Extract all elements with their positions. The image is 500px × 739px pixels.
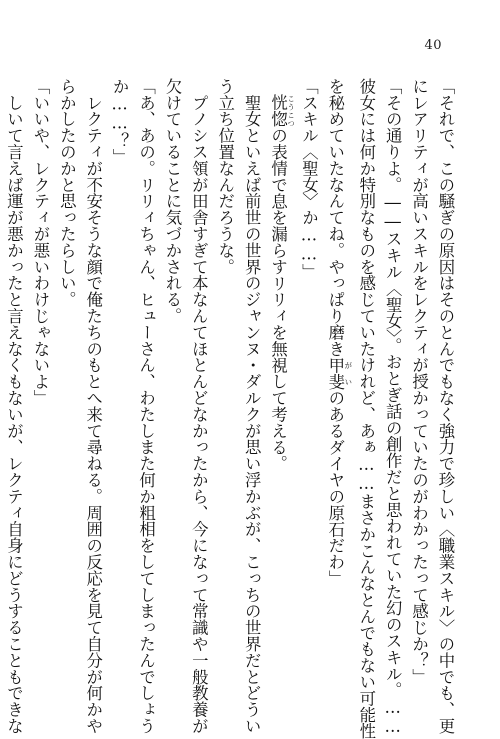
text-line: か……？」: [110, 78, 130, 166]
text-line: らかしたのかと思ったらしい。: [57, 78, 77, 308]
text-line: 「その通りよ。――スキル〈聖女〉。おとぎ話の創作だと思われていた幻のスキル。……: [383, 78, 403, 737]
ruby-annotation: 恍惚 こうこつ: [268, 94, 296, 128]
text-line: を秘めていたなんてね。やっぱり磨き甲斐 がいのあるダイヤの原石だわ」: [325, 78, 353, 587]
text-line: 聖女といえば前世の世界のジャンヌ・ダルクが思い浮かぶが、こっちの世界だとどうい: [242, 78, 262, 734]
text-line: 「スキル〈聖女〉か……」: [299, 78, 319, 280]
text-line: 「あ、あの。リリィちゃん、ヒューさん、わたしまた何か粗相をしてしまったんでしょう: [136, 78, 156, 734]
text-line: 欠けていることに気づかされる。: [162, 78, 182, 324]
text-line: 彼女には何か特別なものを感じていたけれど、あぁ……まさかこんなとんでもない可能性: [356, 78, 376, 739]
text-line: 「それで、この騒ぎの原因はそのとんでもなく強力で珍しい〈職業スキル〉の中でも、更: [436, 78, 455, 734]
ruby-annotation: 甲斐 がい: [325, 356, 353, 390]
ruby-reading: がい: [343, 356, 353, 390]
ruby-reading: こうこつ: [286, 94, 296, 128]
text-line: しいて言えば運が悪かったと言えなくもないが、レクティ自身にどうすることもできな: [4, 78, 24, 734]
text-line: にレアリティが高いスキルをレクティが授かっていたのがわかったって感じか？」: [409, 78, 429, 685]
text-line: 「いいや、レクティが悪いわけじゃないよ」: [30, 78, 50, 406]
text-line: プノシス領が田舎すぎて本なんてほとんどなかったから、今になって常識や一般教養が: [189, 78, 209, 734]
vertical-text-body: [4, 78, 458, 739]
page-number: 40: [424, 38, 442, 53]
text-line: レクティが不安そうな顔で俺たちのもとへ来て尋ねる。周囲の反応を見て自分が何かや: [83, 78, 103, 734]
text-line: う立ち位置なんだろうな。: [215, 78, 235, 275]
text-line: 恍惚 こうこつの表情で息を漏らすリリィを無視して考える。: [268, 94, 296, 472]
